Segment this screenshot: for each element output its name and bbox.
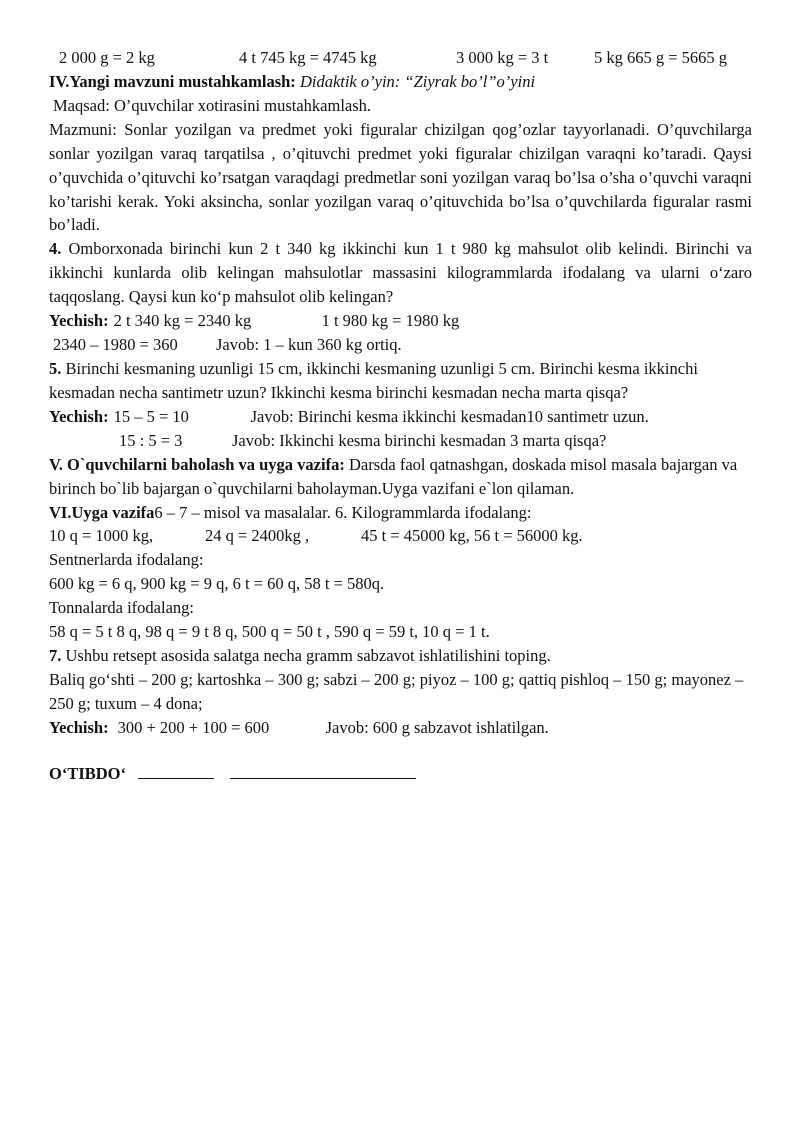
section-5: [49, 453, 752, 501]
section-6-text: 6 – 7 – misol va masalalar. 6. Kilogrammlarda ifodalang:: [154, 502, 532, 522]
task-5-solution-a: 15 – 5 = 10: [113, 406, 189, 426]
task-5: [49, 357, 729, 405]
section-5-title: V. O`quvchilarni baholash va uyga vazifa:: [49, 454, 345, 474]
task-4-number: 4.: [49, 239, 62, 259]
footer: [49, 762, 752, 786]
footer-label: O‘TIBDO‘: [49, 763, 127, 783]
task-5-answer-a: Javob: Birinchi kesma ikkinchi kesmadan10 santimetr uzun.: [250, 406, 649, 426]
section-4-game: Didaktik o’yin: “Ziyrak bo’l”o’yini: [299, 71, 536, 91]
tonne-title: Tonnalarda ifodalang:: [49, 598, 194, 618]
section-4-content: Mazmuni: Sonlar yozilgan va predmet yoki figuralar chizilgan qog’ozlar tayyorlanadi. O’quvchilarga sonlar yozilgan varaq tarqatilsa , o’qituvchi predmet yoki figuralar chizilgan varaqni ko’taradi. Qaysi o’quvchida o’qituvchi ko’rsatgan varaqdagi predmetlar soni yozilgan varaq bo’lsa o’sha o’quvchi varaqni ko’tarishi kerak. Yoki aksincha, sonlar yozilgan varaq o’qituvchida bo’lsa o’quvchilarda figuralar rasmi bo’ladi.: [49, 119, 752, 235]
task-4-solution-label: Yechish:: [49, 311, 109, 331]
document-page: [49, 46, 752, 786]
section-4-goal: Maqsad: O’quvchilar xotirasini mustahkamlash.: [53, 95, 372, 115]
task-5-solution-2: [49, 429, 752, 453]
task-4-solution-b: 1 t 980 kg = 1980 kg: [321, 311, 460, 331]
section-6: [49, 501, 752, 525]
kg-conversions: [49, 524, 752, 548]
task-5-solution-label: Yechish:: [49, 406, 109, 426]
kg-conversion-2: 24 q = 2400kg ,: [205, 526, 310, 546]
section-6-title: VI.Uyga vazifa: [49, 502, 155, 522]
task-7-recipe: Baliq go‘shti – 200 g; kartoshka – 300 g; sabzi – 200 g; piyoz – 100 g; qattiq pishloq – 150 g; mayonez – 250 g; tuxum – 4 dona;: [49, 669, 744, 713]
conversion-3: 3 000 kg = 3 t: [456, 48, 549, 67]
conversion-1: 2 000 g = 2 kg: [59, 48, 155, 67]
task-7-text: Ushbu retsept asosida salatga necha gramm sabzavot ishlatilishini toping.: [61, 646, 551, 666]
task-5-solution-b: 15 : 5 = 3: [119, 430, 183, 450]
task-4: [49, 237, 752, 309]
task-4-solution: [49, 309, 752, 333]
kg-conversion-1: 10 q = 1000 kg,: [49, 526, 154, 546]
section-4-heading: [49, 70, 752, 94]
conversion-2: 4 t 745 kg = 4745 kg: [239, 48, 377, 67]
tonne-conversions: 58 q = 5 t 8 q, 98 q = 9 t 8 q, 500 q = 50 t , 590 q = 59 t, 10 q = 1 t.: [49, 622, 490, 642]
task-4-solution-a: 2 t 340 kg = 2340 kg: [113, 311, 252, 331]
footer-blank-short: [138, 764, 214, 779]
task-4-answer: Javob: 1 – kun 360 kg ortiq.: [216, 335, 402, 355]
section-5-text: Darsda faol qatnashgan, doskada misol masala bajargan va birinch bo`lib bajargan o`quvchilarni baholayman.Uyga vazifani e`lon qilaman.: [49, 454, 738, 498]
centner-title: Sentnerlarda ifodalang:: [49, 550, 204, 570]
footer-blank-long: [230, 764, 416, 779]
task-4-answer-line: [49, 333, 752, 357]
task-7-number: 7.: [49, 646, 62, 666]
centner-conversions: 600 kg = 6 q, 900 kg = 9 q, 6 t = 60 q, 58 t = 580q.: [49, 574, 385, 594]
task-4-solution-c: 2340 – 1980 = 360: [53, 335, 178, 355]
conversion-line: [49, 46, 752, 70]
task-7-solution-label: Yechish:: [49, 717, 109, 737]
kg-conversion-3: 45 t = 45000 kg, 56 t = 56000 kg.: [361, 526, 583, 546]
task-7-answer: Javob: 600 g sabzavot ishlatilgan.: [325, 717, 549, 737]
task-7-solution-value: 300 + 200 + 100 = 600: [117, 717, 270, 737]
task-5-number: 5.: [49, 358, 62, 378]
section-4-title: IV.Yangi mavzuni mustahkamlash:: [49, 71, 296, 91]
conversion-4: 5 kg 665 g = 5665 g: [594, 48, 728, 67]
task-5-text: Birinchi kesmaning uzunligi 15 cm, ikkinchi kesmaning uzunligi 5 cm. Birinchi kesma ikkinchi kesmadan necha santimetr uzun? Ikkinchi kesma birinchi kesmadan necha marta qisqa?: [49, 358, 698, 402]
task-4-text: Omborxonada birinchi kun 2 t 340 kg ikkinchi kun 1 t 980 kg mahsulot olib kelindi. Birinchi va ikkinchi kunlarda olib kelingan mahsulotlar massasini kilogrammlarda ifodalang va ularni o‘zaro taqqoslang. Qaysi kun ko‘p mahsulot olib kelingan?: [49, 239, 752, 307]
task-7: [49, 644, 752, 668]
task-5-answer-b: Javob: Ikkinchi kesma birinchi kesmadan 3 marta qisqa?: [232, 430, 607, 450]
task-5-solution: [49, 405, 752, 429]
task-7-solution: [49, 716, 752, 740]
